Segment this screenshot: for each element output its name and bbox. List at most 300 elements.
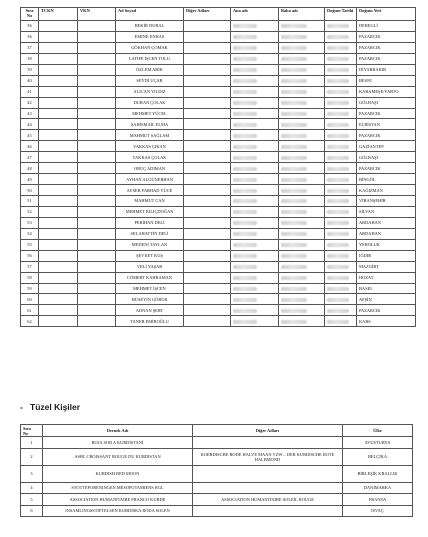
birth-place-cell: İĞDIR [357, 250, 416, 261]
name-cell: MAHMUT SAĞLAM [116, 130, 184, 141]
name-cell: CÖMERT KAHRAMAN [116, 272, 184, 283]
name-cell: GÖKHAN ÇOMAK [116, 42, 184, 53]
mother-name-cell [231, 174, 279, 185]
table-row [21, 130, 416, 141]
redacted-mark [233, 145, 257, 149]
other-names-cell [184, 21, 231, 32]
vkn-cell [78, 206, 116, 217]
vkn-cell [78, 75, 116, 86]
redacted-mark [327, 199, 349, 203]
redacted-mark [327, 156, 349, 160]
legal-country-cell: BELÇİKA [343, 448, 413, 465]
redacted-mark [233, 35, 257, 39]
mother-name-cell [231, 239, 279, 250]
father-name-cell [279, 316, 325, 327]
redacted-mark [327, 79, 349, 83]
father-name-cell [279, 294, 325, 305]
table-row [21, 174, 416, 185]
name-cell: ALİCAN YILDIZ [116, 86, 184, 97]
father-name-cell [279, 185, 325, 196]
legal-other-names-cell: ASSOCIATION HUMANITAIRE SOLEIL ROUGE [193, 494, 343, 506]
father-name-cell [279, 119, 325, 130]
table-row [21, 217, 416, 228]
birth-place-cell: MAZGİRT [357, 261, 416, 272]
other-names-cell [184, 250, 231, 261]
name-cell: MAHMUT CAN [116, 196, 184, 207]
tckn-cell [39, 75, 78, 86]
father-name-cell [279, 141, 325, 152]
redacted-mark [327, 123, 349, 127]
vkn-cell [78, 86, 116, 97]
tckn-cell [39, 272, 78, 283]
other-names-cell [184, 53, 231, 64]
legal-country-cell: DANİMARKA [343, 482, 413, 494]
other-names-cell [184, 228, 231, 239]
father-name-cell [279, 97, 325, 108]
mother-name-cell [231, 86, 279, 97]
name-cell: MEHMET İŞCEN [116, 283, 184, 294]
legal-name-cell: ASBL CROISSANT ROUGE DU KURDISTAN [43, 448, 193, 465]
father-name-cell [279, 86, 325, 97]
table-row [21, 465, 413, 482]
tckn-cell [39, 294, 78, 305]
table-row [21, 206, 416, 217]
vkn-cell [78, 250, 116, 261]
name-cell: EMİNE ENHAS [116, 31, 184, 42]
father-name-cell [279, 152, 325, 163]
name-cell: MEDENİ TAYLAN [116, 239, 184, 250]
row-no: 47 [21, 152, 39, 163]
redacted-mark [233, 101, 257, 105]
name-cell: ŞEVKET KUŞ [116, 250, 184, 261]
birth-place-cell: KAĞIZMAN [357, 185, 416, 196]
birth-place-cell: PAZARCIK [357, 42, 416, 53]
legal-col-diger-adlari: Diğer Adları [193, 425, 343, 437]
table-row [21, 75, 416, 86]
vkn-cell [78, 305, 116, 316]
persons-header-row [21, 8, 416, 21]
birth-date-cell [325, 97, 357, 108]
redacted-mark [327, 134, 349, 138]
row-no: 43 [21, 108, 39, 119]
other-names-cell [184, 196, 231, 207]
col-sira-no: Sıra No [21, 8, 39, 21]
col-ana-adi: Ana adı [231, 8, 279, 21]
mother-name-cell [231, 152, 279, 163]
vkn-cell [78, 272, 116, 283]
father-name-cell [279, 75, 325, 86]
redacted-mark [281, 232, 307, 236]
other-names-cell [184, 86, 231, 97]
other-names-cell [184, 261, 231, 272]
tckn-cell [39, 141, 78, 152]
father-name-cell [279, 239, 325, 250]
redacted-mark [233, 276, 257, 280]
redacted-mark [281, 265, 307, 269]
other-names-cell [184, 163, 231, 174]
birth-date-cell [325, 163, 357, 174]
other-names-cell [184, 217, 231, 228]
father-name-cell [279, 283, 325, 294]
birth-date-cell [325, 152, 357, 163]
mother-name-cell [231, 250, 279, 261]
birth-date-cell [325, 130, 357, 141]
row-no: 62 [21, 316, 39, 327]
legal-row-no: 3 [21, 465, 43, 482]
redacted-mark [233, 68, 257, 72]
table-row [21, 97, 416, 108]
row-no: 42 [21, 97, 39, 108]
vkn-cell [78, 141, 116, 152]
legal-name-cell: ROJA SOR A KURDİSTANİ [43, 437, 193, 449]
tckn-cell [39, 64, 78, 75]
table-row [21, 185, 416, 196]
redacted-mark [281, 101, 307, 105]
birth-place-cell: PAZARCIK [357, 130, 416, 141]
row-no: 38 [21, 53, 39, 64]
other-names-cell [184, 75, 231, 86]
name-cell: LATİFE İŞCEN TOLU [116, 53, 184, 64]
legal-name-cell: KURDISH RED MOON [43, 465, 193, 482]
birth-date-cell [325, 53, 357, 64]
tckn-cell [39, 97, 78, 108]
tckn-cell [39, 86, 78, 97]
col-tckn: TCKN [39, 8, 78, 21]
other-names-cell [184, 42, 231, 53]
birth-date-cell [325, 283, 357, 294]
tckn-cell [39, 196, 78, 207]
other-names-cell [184, 119, 231, 130]
mother-name-cell [231, 64, 279, 75]
legal-row-no: 6 [21, 505, 43, 517]
legal-other-names-cell [193, 437, 343, 449]
name-cell: VAKKAS ÇOLAK [116, 152, 184, 163]
legal-row-no: 1 [21, 437, 43, 449]
other-names-cell [184, 206, 231, 217]
redacted-mark [281, 145, 307, 149]
redacted-mark [281, 24, 307, 28]
father-name-cell [279, 206, 325, 217]
table-row [21, 21, 416, 32]
father-name-cell [279, 305, 325, 316]
redacted-mark [281, 221, 307, 225]
tckn-cell [39, 53, 78, 64]
redacted-mark [327, 298, 349, 302]
col-dogum-yeri: Doğum Yeri [357, 8, 416, 21]
row-no: 48 [21, 163, 39, 174]
birth-date-cell [325, 217, 357, 228]
father-name-cell [279, 130, 325, 141]
legal-row-no: 2 [21, 448, 43, 465]
table-row [21, 119, 416, 130]
tckn-cell [39, 174, 78, 185]
row-no: 36 [21, 31, 39, 42]
birth-place-cell: YEROLUK [357, 239, 416, 250]
redacted-mark [327, 101, 349, 105]
redacted-mark [281, 123, 307, 127]
other-names-cell [184, 31, 231, 42]
name-cell: DURAN ÇOLAK [116, 97, 184, 108]
father-name-cell [279, 250, 325, 261]
birth-date-cell [325, 21, 357, 32]
col-dogum-tarihi: Doğum Tarihi [325, 8, 357, 21]
redacted-mark [233, 46, 257, 50]
legal-col-dernek-adi: Dernek Adı [43, 425, 193, 437]
birth-date-cell [325, 228, 357, 239]
redacted-mark [327, 178, 349, 182]
father-name-cell [279, 196, 325, 207]
row-no: 41 [21, 86, 39, 97]
redacted-mark [281, 112, 307, 116]
table-row [21, 53, 416, 64]
row-no: 50 [21, 185, 39, 196]
row-no: 58 [21, 272, 39, 283]
col-diger-adlari: Diğer Adları [184, 8, 231, 21]
redacted-mark [281, 35, 307, 39]
tckn-cell [39, 217, 78, 228]
vkn-cell [78, 130, 116, 141]
redacted-mark [281, 90, 307, 94]
legal-country-cell: BİRLEŞİK KRALLIK [343, 465, 413, 482]
row-no: 46 [21, 141, 39, 152]
vkn-cell [78, 174, 116, 185]
table-row [21, 163, 416, 174]
legal-name-cell: ASSOCIATION HUMANITAIRE FRANCO KURDE [43, 494, 193, 506]
birth-date-cell [325, 239, 357, 250]
birth-place-cell: PAZARCIK [357, 53, 416, 64]
tckn-cell [39, 250, 78, 261]
other-names-cell [184, 152, 231, 163]
birth-place-cell: PAZARCIK [357, 305, 416, 316]
birth-place-cell: ARDAHAN [357, 217, 416, 228]
redacted-mark [327, 57, 349, 61]
redacted-mark [281, 178, 307, 182]
birth-date-cell [325, 64, 357, 75]
vkn-cell [78, 316, 116, 327]
birth-date-cell [325, 272, 357, 283]
birth-place-cell: ELBİSTAN [357, 119, 416, 130]
redacted-mark [233, 156, 257, 160]
redacted-mark [233, 167, 257, 171]
col-vkn: VKN [78, 8, 116, 21]
legal-col-ulke: Ülke [343, 425, 413, 437]
row-no: 54 [21, 228, 39, 239]
vkn-cell [78, 283, 116, 294]
table-row [21, 64, 416, 75]
row-no: 60 [21, 294, 39, 305]
birth-place-cell: KARS [357, 316, 416, 327]
redacted-mark [327, 145, 349, 149]
other-names-cell [184, 272, 231, 283]
legal-col-sira-no: Sıra No [21, 425, 43, 437]
legal-other-names-cell: KOERDISCHE RODE HALVE MAAN VZW – DER KURDISCHE ROTE HALBMOND [193, 448, 343, 465]
name-cell: ŞAHİSMAİL ELMA [116, 119, 184, 130]
mother-name-cell [231, 21, 279, 32]
redacted-mark [327, 35, 349, 39]
legal-other-names-cell [193, 482, 343, 494]
redacted-mark [281, 57, 307, 61]
redacted-mark [281, 46, 307, 50]
birth-date-cell [325, 141, 357, 152]
name-cell: MEHMET KILIÇDOĞAN [116, 206, 184, 217]
birth-place-cell: DEREGLİ [357, 21, 416, 32]
birth-date-cell [325, 206, 357, 217]
table-row [21, 250, 416, 261]
birth-place-cell: AFŞİN [357, 294, 416, 305]
vkn-cell [78, 108, 116, 119]
redacted-mark [281, 287, 307, 291]
father-name-cell [279, 174, 325, 185]
birth-place-cell: SİLVAN [357, 206, 416, 217]
tckn-cell [39, 163, 78, 174]
redacted-mark [281, 189, 307, 193]
redacted-mark [281, 210, 307, 214]
redacted-mark [327, 232, 349, 236]
table-row [21, 316, 416, 327]
heading-title: Tüzel Kişiler [30, 402, 81, 412]
table-row [21, 305, 416, 316]
name-cell: MEHMET YÜCEL [116, 108, 184, 119]
birth-place-cell: DİYARBAKIR [357, 64, 416, 75]
row-no: 56 [21, 250, 39, 261]
birth-place-cell: VİRANŞEHİR [357, 196, 416, 207]
name-cell: AYHAN ALGÜNERHAN [116, 174, 184, 185]
birth-place-cell: BİNGÖL [357, 174, 416, 185]
redacted-mark [327, 46, 349, 50]
name-cell: ORUÇ ADIMAN [116, 163, 184, 174]
mother-name-cell [231, 42, 279, 53]
redacted-mark [281, 243, 307, 247]
row-no: 53 [21, 217, 39, 228]
mother-name-cell [231, 206, 279, 217]
father-name-cell [279, 163, 325, 174]
vkn-cell [78, 119, 116, 130]
legal-country-cell: İSVEÇ [343, 505, 413, 517]
mother-name-cell [231, 294, 279, 305]
redacted-mark [281, 320, 307, 324]
row-no: 59 [21, 283, 39, 294]
legal-name-cell: STOTTEFORENINGEN MESOPOTAMIENS RGL [43, 482, 193, 494]
other-names-cell [184, 97, 231, 108]
row-no: 36 [21, 21, 39, 32]
row-no: 51 [21, 196, 39, 207]
tckn-cell [39, 261, 78, 272]
tckn-cell [39, 185, 78, 196]
birth-date-cell [325, 294, 357, 305]
mother-name-cell [231, 108, 279, 119]
legal-row-no: 5 [21, 494, 43, 506]
redacted-mark [233, 112, 257, 116]
legal-other-names-cell [193, 505, 343, 517]
name-cell: SELAHATTİN DELİ [116, 228, 184, 239]
name-cell: ÖZLEM ARIK [116, 64, 184, 75]
table-row [21, 42, 416, 53]
redacted-mark [327, 167, 349, 171]
col-baba-adi: Baba adı [279, 8, 325, 21]
mother-name-cell [231, 130, 279, 141]
birth-place-cell: PAZARCIK [357, 31, 416, 42]
vkn-cell [78, 261, 116, 272]
table-row [21, 152, 416, 163]
row-no: 40 [21, 75, 39, 86]
table-row [21, 239, 416, 250]
table-row [21, 86, 416, 97]
row-no: 55 [21, 239, 39, 250]
redacted-mark [281, 254, 307, 258]
vkn-cell [78, 163, 116, 174]
birth-date-cell [325, 185, 357, 196]
legal-row-no: 4 [21, 482, 43, 494]
tckn-cell [39, 152, 78, 163]
table-row [21, 228, 416, 239]
tckn-cell [39, 283, 78, 294]
redacted-mark [233, 178, 257, 182]
redacted-mark [233, 90, 257, 94]
mother-name-cell [231, 316, 279, 327]
other-names-cell [184, 316, 231, 327]
table-row [21, 108, 416, 119]
name-cell: HÜSEYİN GÖRÜR [116, 294, 184, 305]
birth-date-cell [325, 316, 357, 327]
father-name-cell [279, 53, 325, 64]
tckn-cell [39, 21, 78, 32]
tckn-cell [39, 239, 78, 250]
mother-name-cell [231, 283, 279, 294]
redacted-mark [233, 298, 257, 302]
birth-date-cell [325, 42, 357, 53]
redacted-mark [327, 254, 349, 258]
father-name-cell [279, 228, 325, 239]
mother-name-cell [231, 97, 279, 108]
birth-date-cell [325, 261, 357, 272]
father-name-cell [279, 108, 325, 119]
table-row [21, 448, 413, 465]
birth-date-cell [325, 86, 357, 97]
redacted-mark [327, 243, 349, 247]
row-no: 45 [21, 130, 39, 141]
other-names-cell [184, 130, 231, 141]
redacted-mark [233, 189, 257, 193]
tckn-cell [39, 305, 78, 316]
mother-name-cell [231, 53, 279, 64]
tckn-cell [39, 42, 78, 53]
redacted-mark [233, 79, 257, 83]
other-names-cell [184, 305, 231, 316]
tckn-cell [39, 31, 78, 42]
vkn-cell [78, 42, 116, 53]
redacted-mark [327, 221, 349, 225]
mother-name-cell [231, 31, 279, 42]
redacted-mark [281, 167, 307, 171]
birth-place-cell: GÖLBAŞI [357, 152, 416, 163]
mother-name-cell [231, 217, 279, 228]
tckn-cell [39, 206, 78, 217]
other-names-cell [184, 294, 231, 305]
redacted-mark [233, 123, 257, 127]
name-cell: VAKKAS ÇIKAN [116, 141, 184, 152]
redacted-mark [233, 287, 257, 291]
row-no: 44 [21, 119, 39, 130]
table-row [21, 437, 413, 449]
redacted-mark [233, 309, 257, 313]
table-row [21, 31, 416, 42]
legal-country-cell: FRANSA [343, 494, 413, 506]
redacted-mark [233, 221, 257, 225]
name-cell: VELİ YAŞAR [116, 261, 184, 272]
legal-other-names-cell [193, 465, 343, 482]
tckn-cell [39, 228, 78, 239]
father-name-cell [279, 21, 325, 32]
